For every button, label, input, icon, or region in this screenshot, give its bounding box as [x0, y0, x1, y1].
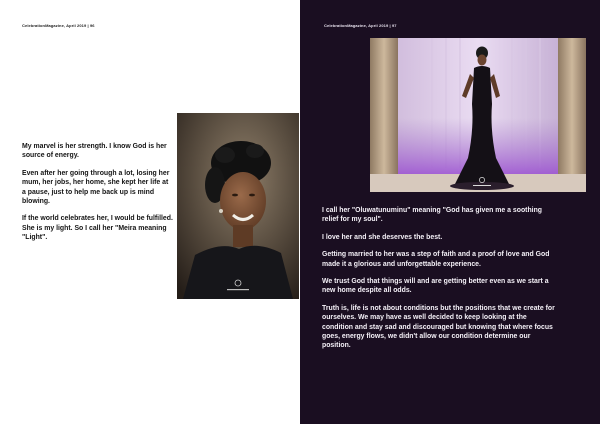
paragraph: We trust God that things will and are getting better even as we start a new home despite all odds.: [322, 278, 549, 295]
paragraph: If the world celebrates her, I would be fulfilled. She is my light. So I call her "Meira meaning "Light".: [22, 215, 173, 242]
portrait-illustration: [177, 113, 299, 299]
gown-photo: [370, 38, 586, 192]
page-folio-right: CelebrationMagazine, April 2019 | 97: [324, 23, 397, 28]
paragraph: I love her and she deserves the best.: [322, 233, 443, 241]
paragraph: Even after her going through a lot, losing her mum, her jobs, her home, she kept her life at a pause, just to help me back up is mind blowing.: [22, 169, 170, 206]
portrait-photo: [177, 113, 299, 299]
paragraph: Truth is, life is not about conditions but the positions that we create for ourselves. We may have as well decided to keep looking at the condition and stay sad and discouraged but knowing that where focus goes, energy flows, we didn't allow our condition determine our position.: [322, 304, 555, 350]
gown-illustration: [370, 38, 586, 192]
left-article-text: [22, 142, 174, 251]
paragraph: Getting married to her was a step of faith and a proof of love and God made it a glorious and unforgettable experience.: [322, 251, 550, 268]
paragraph: I call her "Oluwatunuminu" meaning "God has given me a soothing relief for my soul".: [322, 207, 542, 224]
page-folio-left: CelebrationMagazine, April 2019 | 96: [22, 23, 95, 28]
paragraph: My marvel is her strength. I know God is her source of energy.: [22, 143, 167, 160]
right-article-text: [322, 206, 558, 359]
